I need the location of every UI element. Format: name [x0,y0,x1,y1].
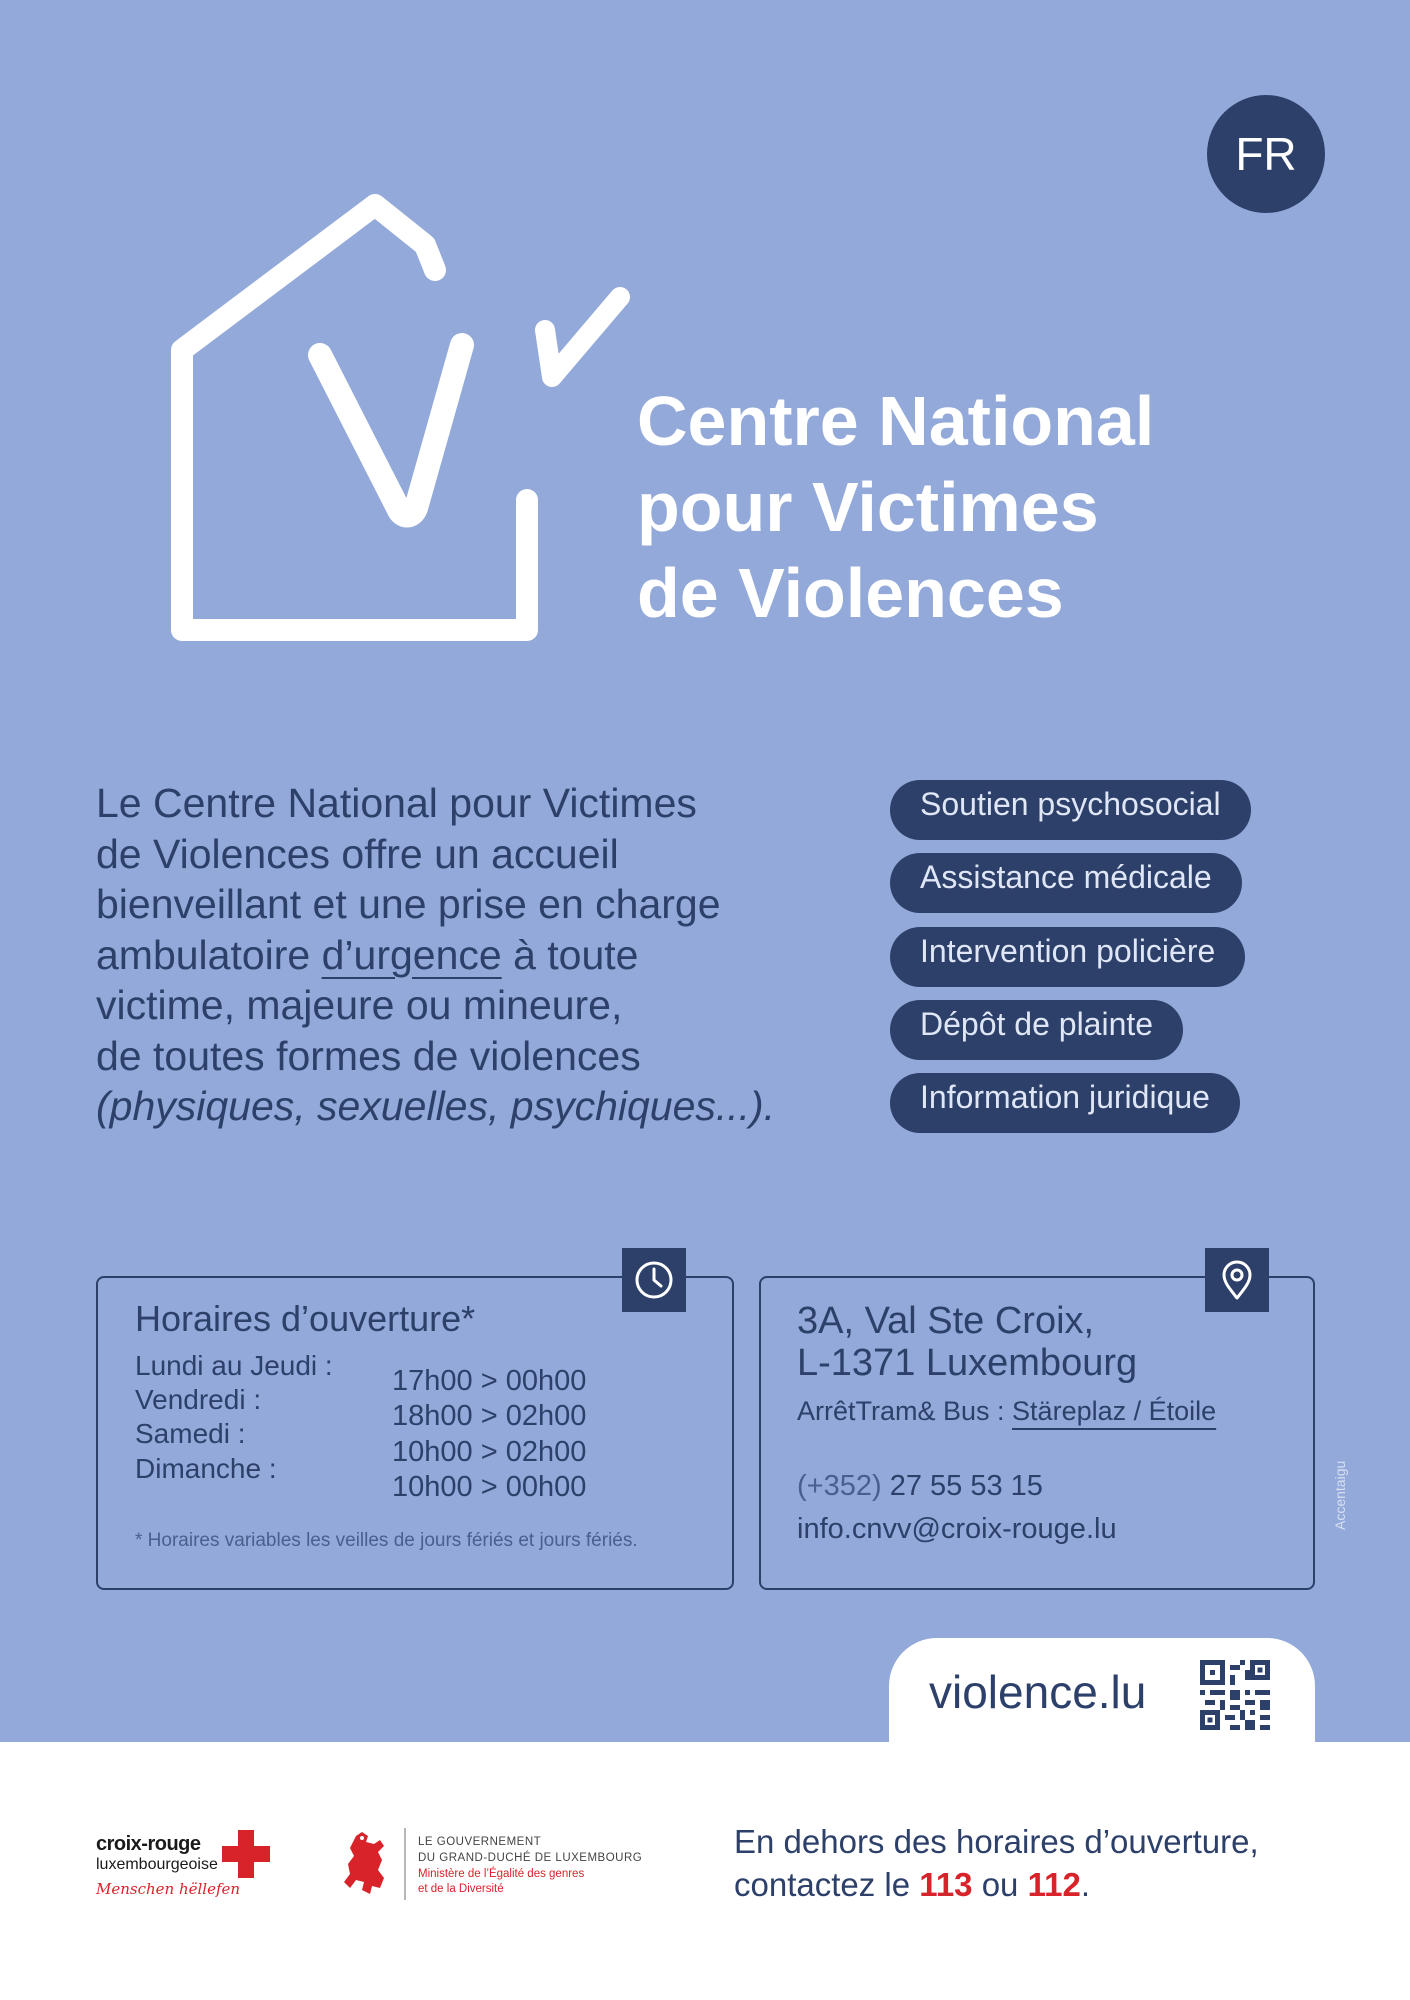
hours-day: Samedi : [135,1418,246,1449]
email-link[interactable]: info.cnvv@croix-rouge.lu [797,1513,1117,1545]
language-label: FR [1235,128,1297,180]
location-pin-icon [1205,1248,1269,1312]
intro-line: de toutes formes de violences [96,1032,641,1079]
service-label: Intervention policière [920,932,1216,969]
title-line: pour Victimes [637,468,1099,546]
phone-prefix: (+352) [797,1470,882,1502]
footer-text-part: . [1080,1866,1090,1903]
intro-line: victime, majeure ou mineure, [96,982,623,1028]
service-label: Soutien psychosocial [920,785,1221,822]
emergency-number-113[interactable]: 113 [919,1866,973,1903]
hours-day: Dimanche : [135,1453,277,1484]
footer-text: En dehors des horaires d’ouverture, [734,1823,1259,1860]
divider [404,1828,406,1900]
title-line: Centre National [637,382,1155,460]
service-pill-psychosocial [890,780,1251,840]
language-badge[interactable] [1207,95,1325,213]
service-pill-police [890,927,1245,987]
opening-hours-title: Horaires d’ouverture* [135,1298,476,1339]
service-label: Assistance médicale [920,858,1212,895]
service-pill-legal [890,1073,1240,1133]
transport-label: ArrêtTram& Bus : [797,1396,1013,1426]
ministry-name: et de la Diversité [418,1883,504,1895]
hours-time: 18h00 > 02h00 [392,1400,587,1432]
intro-text: à toute [501,931,639,978]
service-label: Dépôt de plainte [920,1005,1154,1042]
croix-rouge-subname: luxembourgeoise [96,1856,218,1873]
website-link[interactable]: violence.lu [929,1666,1147,1718]
phone-number: 27 55 53 15 [881,1470,1043,1502]
intro-underlined-text: d’urgence [321,931,502,978]
title-line: de Violences [637,554,1064,632]
hours-time: 10h00 > 00h00 [392,1471,587,1503]
phone-link[interactable] [797,1470,1043,1503]
address-line: 3A, Val Ste Croix, [797,1300,1095,1342]
red-cross-icon [222,1830,270,1878]
house-v-logo-icon [160,175,660,645]
service-pill-medical [890,853,1242,913]
intro-line: Le Centre National pour Victimes [96,780,697,826]
ministry-name: Ministère de l’Égalité des genres [418,1868,585,1880]
hours-time: 17h00 > 00h00 [392,1365,587,1397]
service-pill-complaint [890,1000,1183,1060]
intro-line [96,930,796,981]
emergency-number-112[interactable]: 112 [1027,1866,1081,1903]
transport-stop: Stäreplaz / Étoile [1012,1396,1217,1426]
qr-code-icon[interactable] [1200,1660,1270,1730]
government-name: LE GOUVERNEMENT [418,1836,542,1848]
hours-day: Vendredi : [135,1384,262,1415]
footer-text-part: contactez le [734,1866,920,1903]
luxembourg-lion-icon [340,1830,392,1896]
croix-rouge-name: croix-rouge [96,1833,201,1855]
intro-paragraph [96,778,796,1132]
intro-line: de Violences offre un accueil [96,830,619,877]
design-credit: Accentaigu [1332,1460,1348,1530]
hours-time: 10h00 > 02h00 [392,1436,587,1468]
transport-info [797,1396,1216,1427]
service-label: Information juridique [920,1078,1210,1115]
hours-day: Lundi au Jeudi : [135,1350,333,1381]
government-name: DU GRAND-DUCHÉ DE LUXEMBOURG [418,1852,643,1864]
intro-line: bienveillant et une prise en charge [96,881,721,927]
clock-icon [622,1248,686,1312]
intro-line: (physiques, sexuelles, psychiques...). [96,1083,776,1129]
address-line: L-1371 Luxembourg [797,1342,1138,1384]
croix-rouge-slogan: Menschen hëllefen [96,1880,241,1898]
footer-text [734,1866,1090,1904]
footer-text-part: ou [972,1866,1028,1903]
intro-text: ambulatoire [96,931,322,978]
hours-footnote: * Horaires variables les veilles de jours fériés et jours fériés. [135,1530,638,1551]
page-title [637,378,1337,636]
